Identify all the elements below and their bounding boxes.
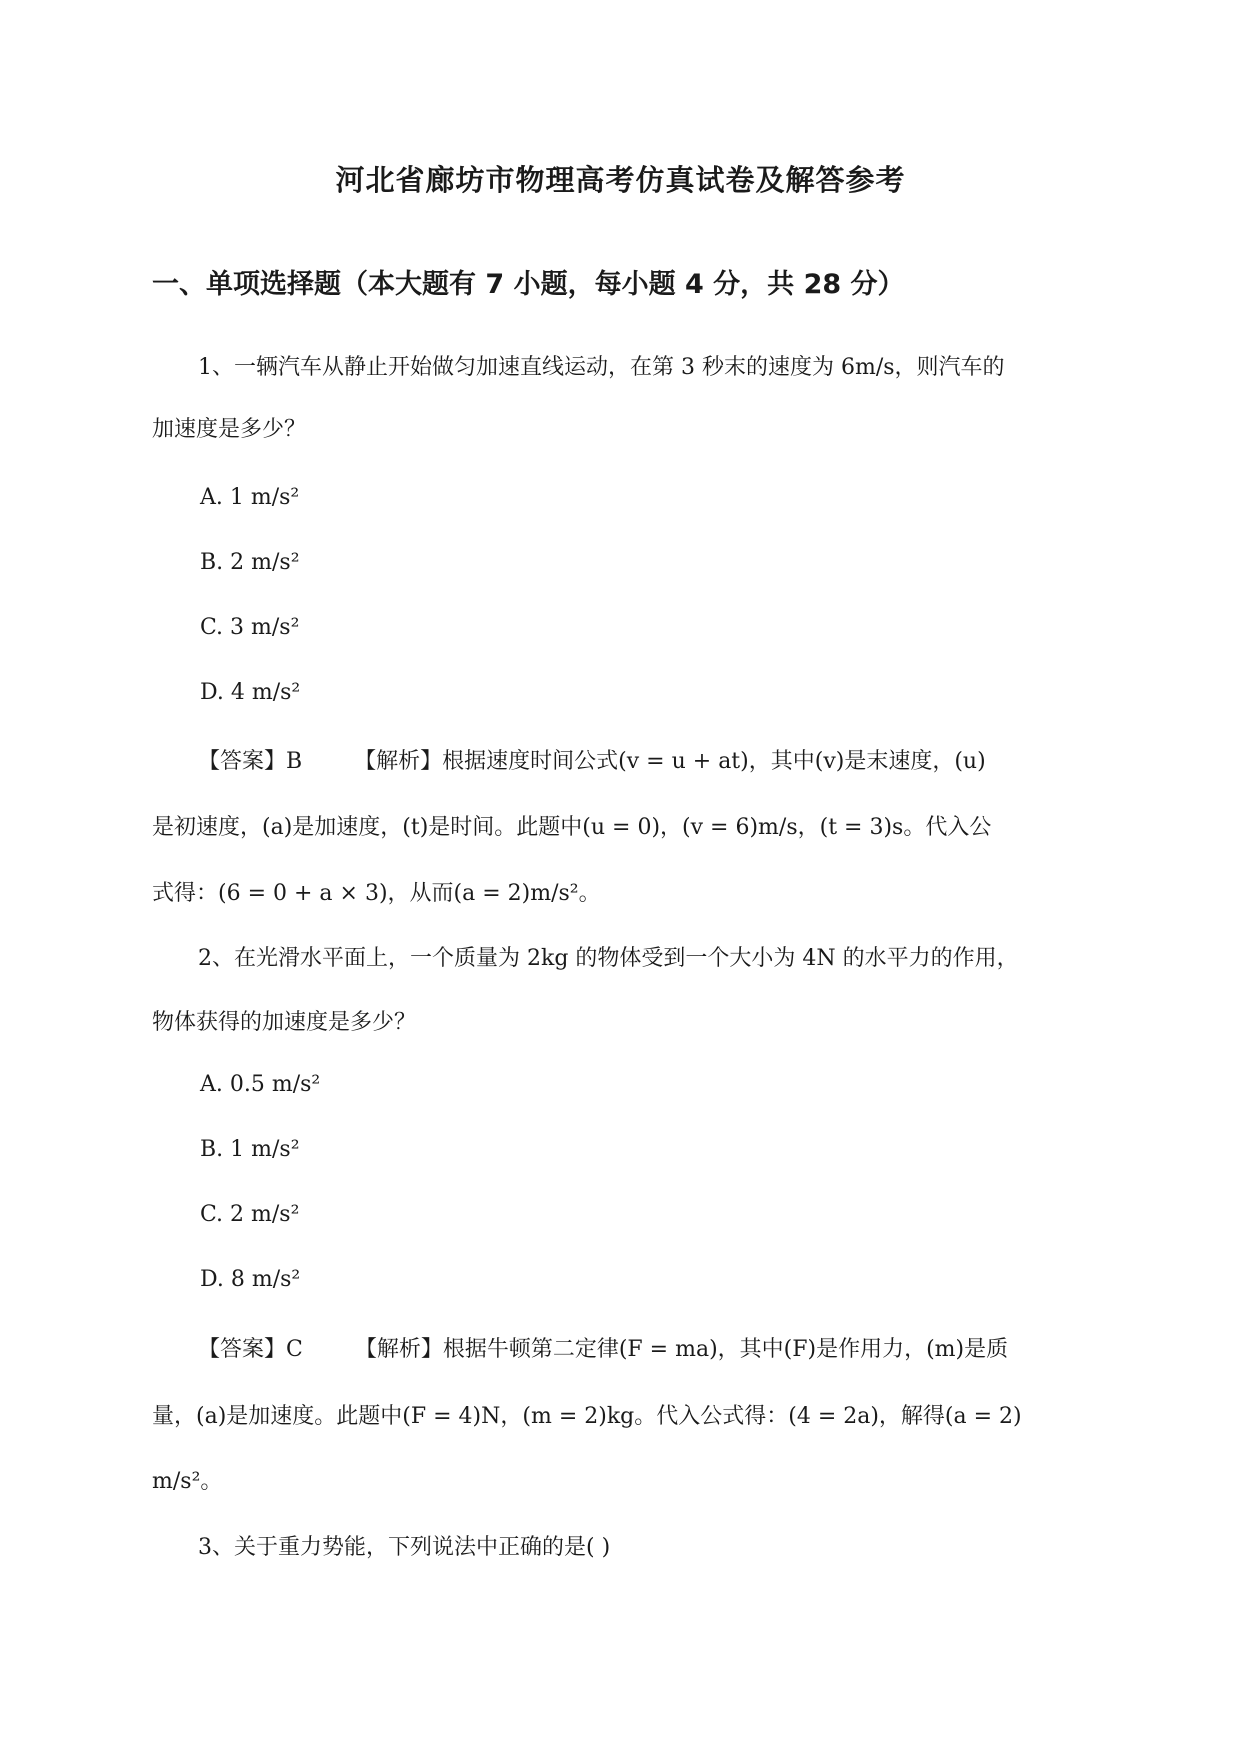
q2-analysis-line1: 【解析】根据牛顿第二定律(F = ma)，其中(F)是作用力，(m)是质 xyxy=(354,1337,1009,1362)
q1-option-a: A. 1 m/s² xyxy=(200,485,300,510)
q1-option-d: D. 4 m/s² xyxy=(200,680,301,705)
q2-option-d: D. 8 m/s² xyxy=(200,1267,301,1292)
q1-answer-line xyxy=(198,744,986,775)
q2-option-a: A. 0.5 m/s² xyxy=(200,1072,321,1097)
document-title: 河北省廊坊市物理高考仿真试卷及解答参考 xyxy=(335,163,906,197)
q1-option-b: B. 2 m/s² xyxy=(200,550,300,575)
q1-option-c: C. 3 m/s² xyxy=(200,615,300,640)
q3-stem-line1: 3、关于重力势能，下列说法中正确的是( ) xyxy=(198,1535,611,1560)
q2-stem-line1: 2、在光滑水平面上，一个质量为 2kg 的物体受到一个大小为 4N 的水平力的作用， xyxy=(198,946,1019,971)
q2-option-b: B. 1 m/s² xyxy=(200,1137,300,1162)
section-heading: 一、单项选择题（本大题有 7 小题，每小题 4 分，共 28 分） xyxy=(152,269,905,300)
q2-answer: 【答案】C xyxy=(198,1337,303,1362)
q2-answer-line xyxy=(198,1332,1008,1363)
q2-analysis-line3: m/s²。 xyxy=(152,1469,223,1494)
q2-option-c: C. 2 m/s² xyxy=(200,1202,300,1227)
q1-stem-line1: 1、一辆汽车从静止开始做匀加速直线运动，在第 3 秒末的速度为 6m/s，则汽车的 xyxy=(198,355,1005,380)
q1-analysis-line1: 【解析】根据速度时间公式(v = u + at)，其中(v)是末速度，(u) xyxy=(354,749,986,774)
q1-analysis-line3: 式得：(6 = 0 + a × 3)，从而(a = 2)m/s²。 xyxy=(152,881,601,906)
q2-stem-line2: 物体获得的加速度是多少？ xyxy=(152,1010,417,1035)
q1-stem-line2: 加速度是多少？ xyxy=(152,417,307,442)
q2-analysis-line2: 量，(a)是加速度。此题中(F = 4)N，(m = 2)kg。代入公式得：(4 = 2a)，解得(a = 2) xyxy=(152,1404,1022,1429)
q1-answer: 【答案】B xyxy=(198,749,303,774)
q1-analysis-line2: 是初速度，(a)是加速度，(t)是时间。此题中(u = 0)，(v = 6)m/s，(t = 3)s。代入公 xyxy=(152,815,992,840)
